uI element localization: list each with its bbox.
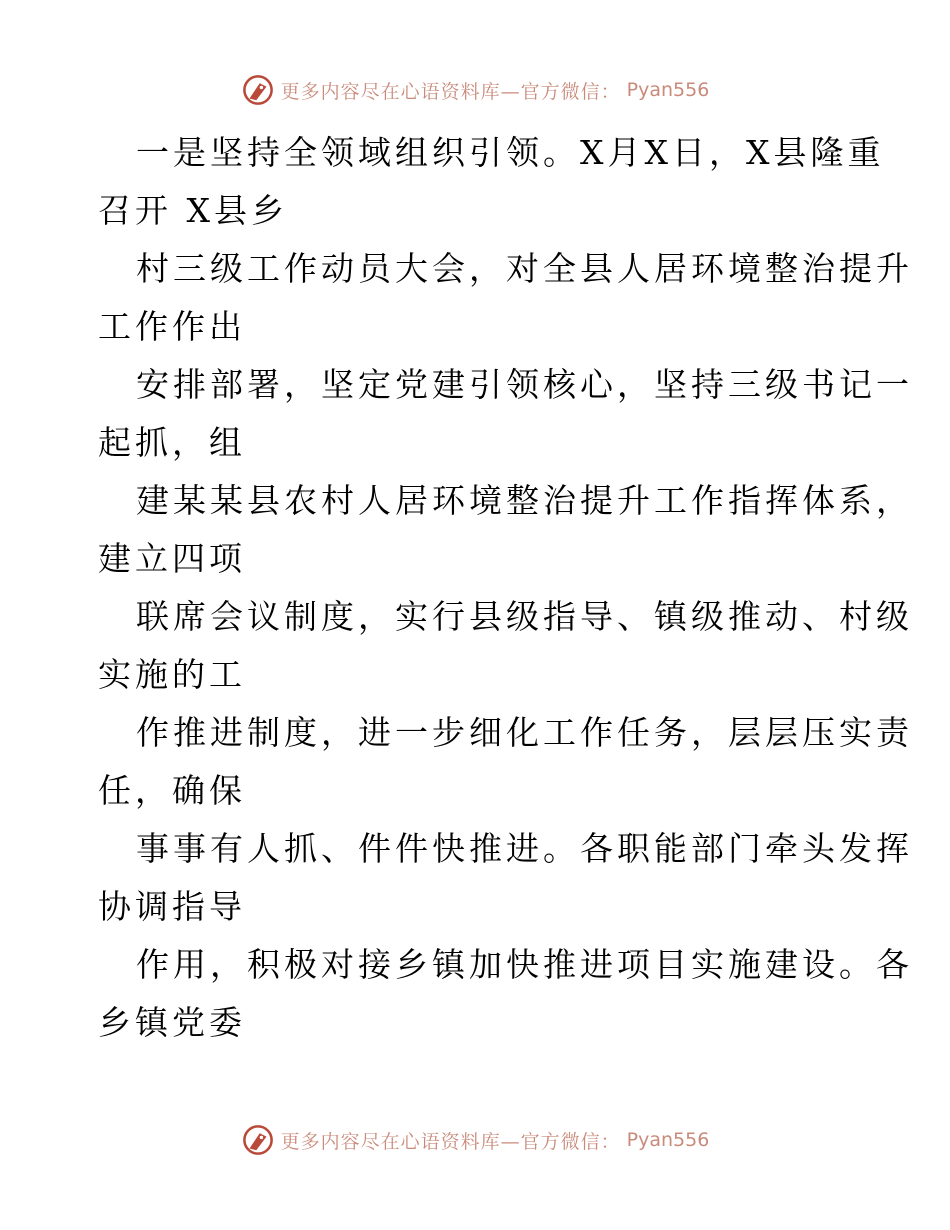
text-line: 一是坚持全领域组织引领。X月X日，X县隆重 <box>136 133 885 172</box>
pen-nib-logo-icon <box>241 1123 275 1157</box>
text-line: 安排部署，坚定党建引领核心，坚持三级书记一 <box>136 365 913 404</box>
text-line: 作推进制度，进一步细化工作任务，层层压实责 <box>136 713 913 752</box>
watermark-text: 更多内容尽在心语资料库—官方微信： <box>280 1130 621 1153</box>
text-line: 实施的工 <box>98 655 246 694</box>
text-line: 召开 X县乡 <box>98 191 288 230</box>
text-line: 事事有人抓、件件快推进。各职能部门牵头发挥 <box>136 829 913 868</box>
text-line: 建某某县农村人居环境整治提升工作指挥体系， <box>136 481 913 520</box>
text-line: 联席会议制度，实行县级指导、镇级推动、村级 <box>136 597 913 636</box>
pen-nib-logo-icon <box>241 73 275 107</box>
watermark-text: 更多内容尽在心语资料库—官方微信： <box>280 80 621 103</box>
watermark-wechat-id: Pyan556 <box>626 79 710 101</box>
text-line: 乡镇党委 <box>98 1003 246 1042</box>
header-watermark <box>0 70 950 110</box>
text-line: 协调指导 <box>98 887 246 926</box>
text-line: 起抓，组 <box>98 423 246 462</box>
text-line: 作用，积极对接乡镇加快推进项目实施建设。各 <box>136 945 913 984</box>
text-line: 任，确保 <box>98 771 246 810</box>
text-line: 工作作出 <box>98 307 246 346</box>
watermark-wechat-id: Pyan556 <box>626 1129 710 1151</box>
text-line: 村三级工作动员大会，对全县人居环境整治提升 <box>136 249 913 288</box>
footer-watermark <box>0 1120 950 1160</box>
document-paragraph <box>98 124 913 1052</box>
text-line: 建立四项 <box>98 539 246 578</box>
